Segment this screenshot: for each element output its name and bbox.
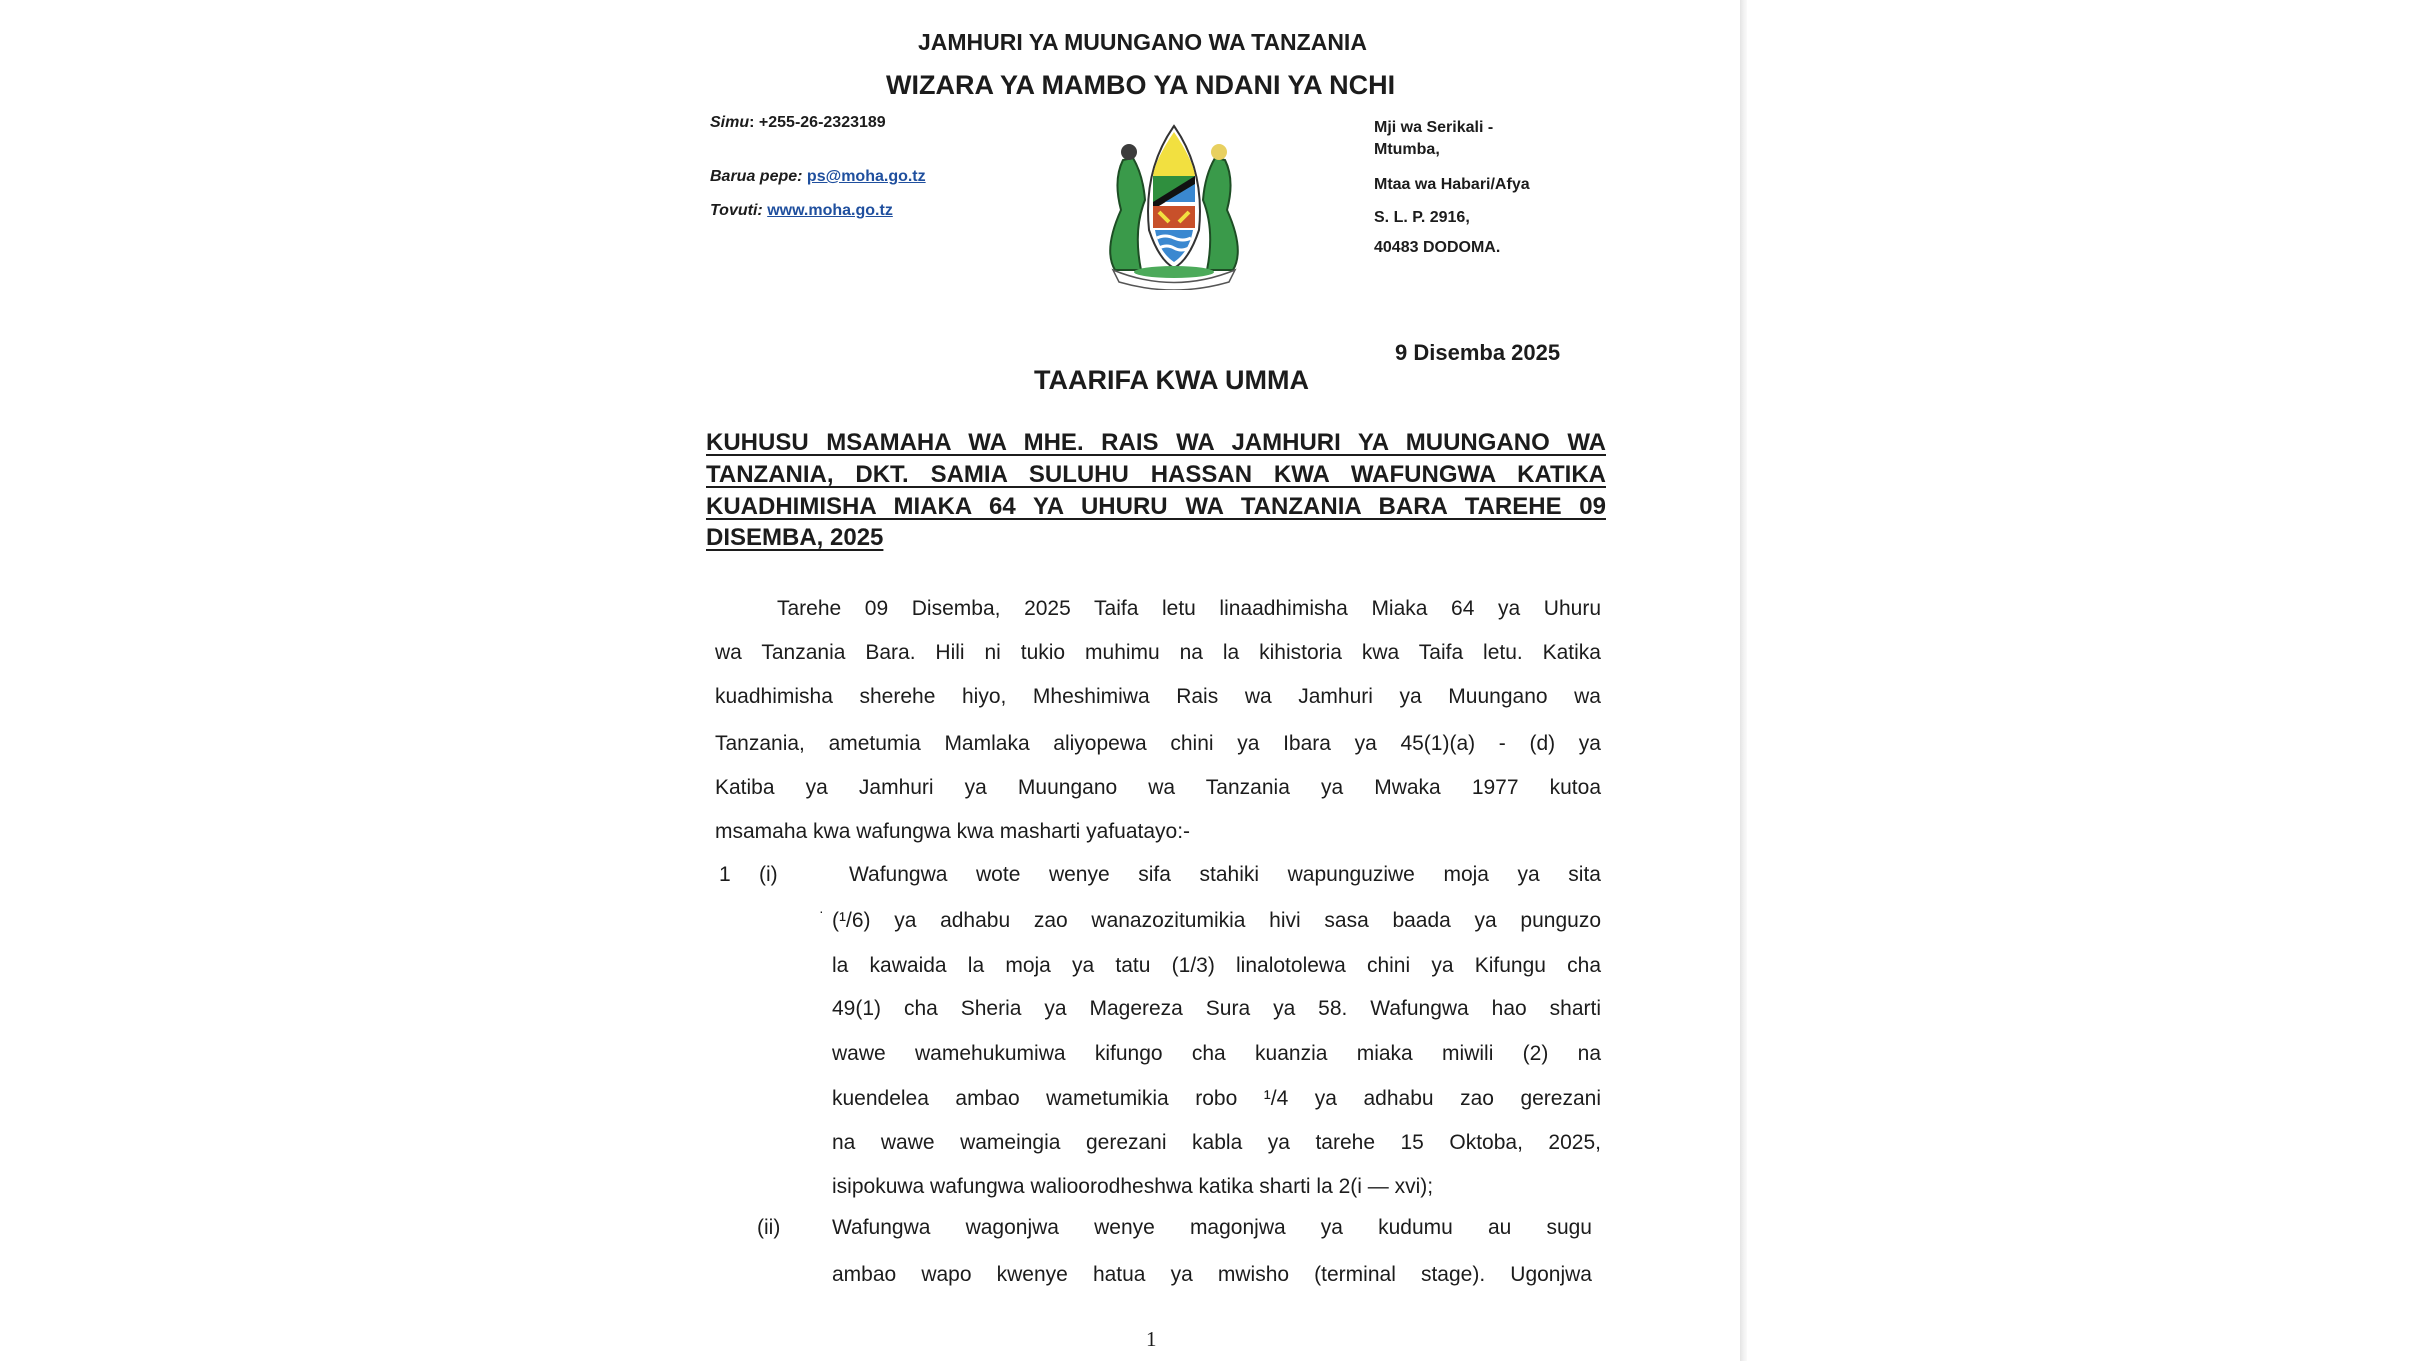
list-item-line: Wafungwa wagonjwa wenye magonjwa ya kudumu au sugu [832, 1216, 1592, 1239]
stray-mark: · [819, 903, 824, 919]
country-name: JAMHURI YA MUUNGANO WA TANZANIA [918, 29, 1367, 55]
address-line-3: Mtaa wa Habari/Afya [1374, 176, 1530, 193]
heading-line: KUADHIMISHA MIAKA 64 YA UHURU WA TANZANIA BARA TAREHE 09 [706, 493, 1606, 520]
list-item-line: kuendelea ambao wametumikia robo ¹/4 ya adhabu zao gerezani [832, 1087, 1601, 1110]
list-item-line: la kawaida la moja ya tatu (1/3) linalotolewa chini ya Kifungu cha [832, 954, 1601, 977]
heading-line: TANZANIA, DKT. SAMIA SULUHU HASSAN KWA WAFUNGWA KATIKA [706, 461, 1606, 488]
address-line-2: Mtumba, [1374, 141, 1440, 158]
paragraph-line: wa Tanzania Bara. Hili ni tukio muhimu na la kihistoria kwa Taifa letu. Katika [715, 641, 1601, 664]
ministry-name: WIZARA YA MAMBO YA NDANI YA NCHI [886, 70, 1396, 100]
heading-line: KUHUSU MSAMAHA WA MHE. RAIS WA JAMHURI YA MUUNGANO WA [706, 429, 1606, 456]
address-line-1: Mji wa Serikali - [1374, 119, 1494, 136]
paragraph-line: Tarehe 09 Disemba, 2025 Taifa letu linaadhimisha Miaka 64 ya Uhuru [777, 597, 1601, 620]
phone-label: Simu [710, 114, 750, 131]
email-line: Barua pepe: ps@moha.go.tz [710, 168, 926, 185]
document-title: TAARIFA KWA UMMA [1034, 365, 1309, 395]
website-line: Tovuti: www.moha.go.tz [710, 202, 893, 219]
list-item-line: (¹/6) ya adhabu zao wanazozitumikia hivi sasa baada ya punguzo [832, 909, 1601, 932]
email-link[interactable]: ps@moha.go.tz [806, 168, 926, 185]
page-number: 1 [1146, 1327, 1157, 1351]
phone-line [710, 108, 886, 138]
list-item-line: ambao wapo kwenye hatua ya mwisho (terminal stage). Ugonjwa [832, 1263, 1592, 1286]
website-link[interactable]: www.moha.go.tz [767, 202, 893, 219]
list-item-line: na wawe wameingia gerezani kabla ya tarehe 15 Oktoba, 2025, [832, 1131, 1601, 1154]
paragraph-line: msamaha kwa wafungwa kwa masharti yafuatayo:- [715, 820, 1191, 843]
heading-line: DISEMBA, 2025 [706, 524, 884, 551]
list-item-line: Wafungwa wote wenye sifa stahiki wapunguziwe moja ya sita [849, 863, 1601, 886]
coat-of-arms-emblem [1093, 120, 1255, 290]
address-line-4: S. L. P. 2916, [1374, 209, 1470, 226]
email-label: Barua pepe [710, 168, 798, 185]
phone-number: : +255-26-2323189 [749, 114, 886, 131]
paragraph-line: Tanzania, ametumia Mamlaka aliyopewa chini ya Ibara ya 45(1)(a) - (d) ya [715, 732, 1601, 755]
list-item-line: wawe wamehukumiwa kifungo cha kuanzia miaka miwili (2) na [832, 1042, 1601, 1065]
list-item-line: 49(1) cha Sheria ya Magereza Sura ya 58. Wafungwa hao sharti [832, 997, 1601, 1020]
list-number: 1 [719, 863, 731, 886]
list-item-line: isipokuwa wafungwa walioorodheshwa katika sharti la 2(i — xvi); [832, 1175, 1434, 1198]
address-line-5: 40483 DODOMA. [1374, 239, 1501, 256]
list-marker: (ii) [757, 1216, 781, 1239]
page-edge-divider [1740, 0, 1747, 1361]
list-marker: (i) [759, 863, 778, 886]
document-date: 9 Disemba 2025 [1395, 340, 1561, 365]
paragraph-line: kuadhimisha sherehe hiyo, Mheshimiwa Rais wa Jamhuri ya Muungano wa [715, 685, 1601, 708]
website-label: Tovuti [710, 202, 758, 219]
paragraph-line: Katiba ya Jamhuri ya Muungano wa Tanzania ya Mwaka 1977 kutoa [715, 776, 1601, 799]
